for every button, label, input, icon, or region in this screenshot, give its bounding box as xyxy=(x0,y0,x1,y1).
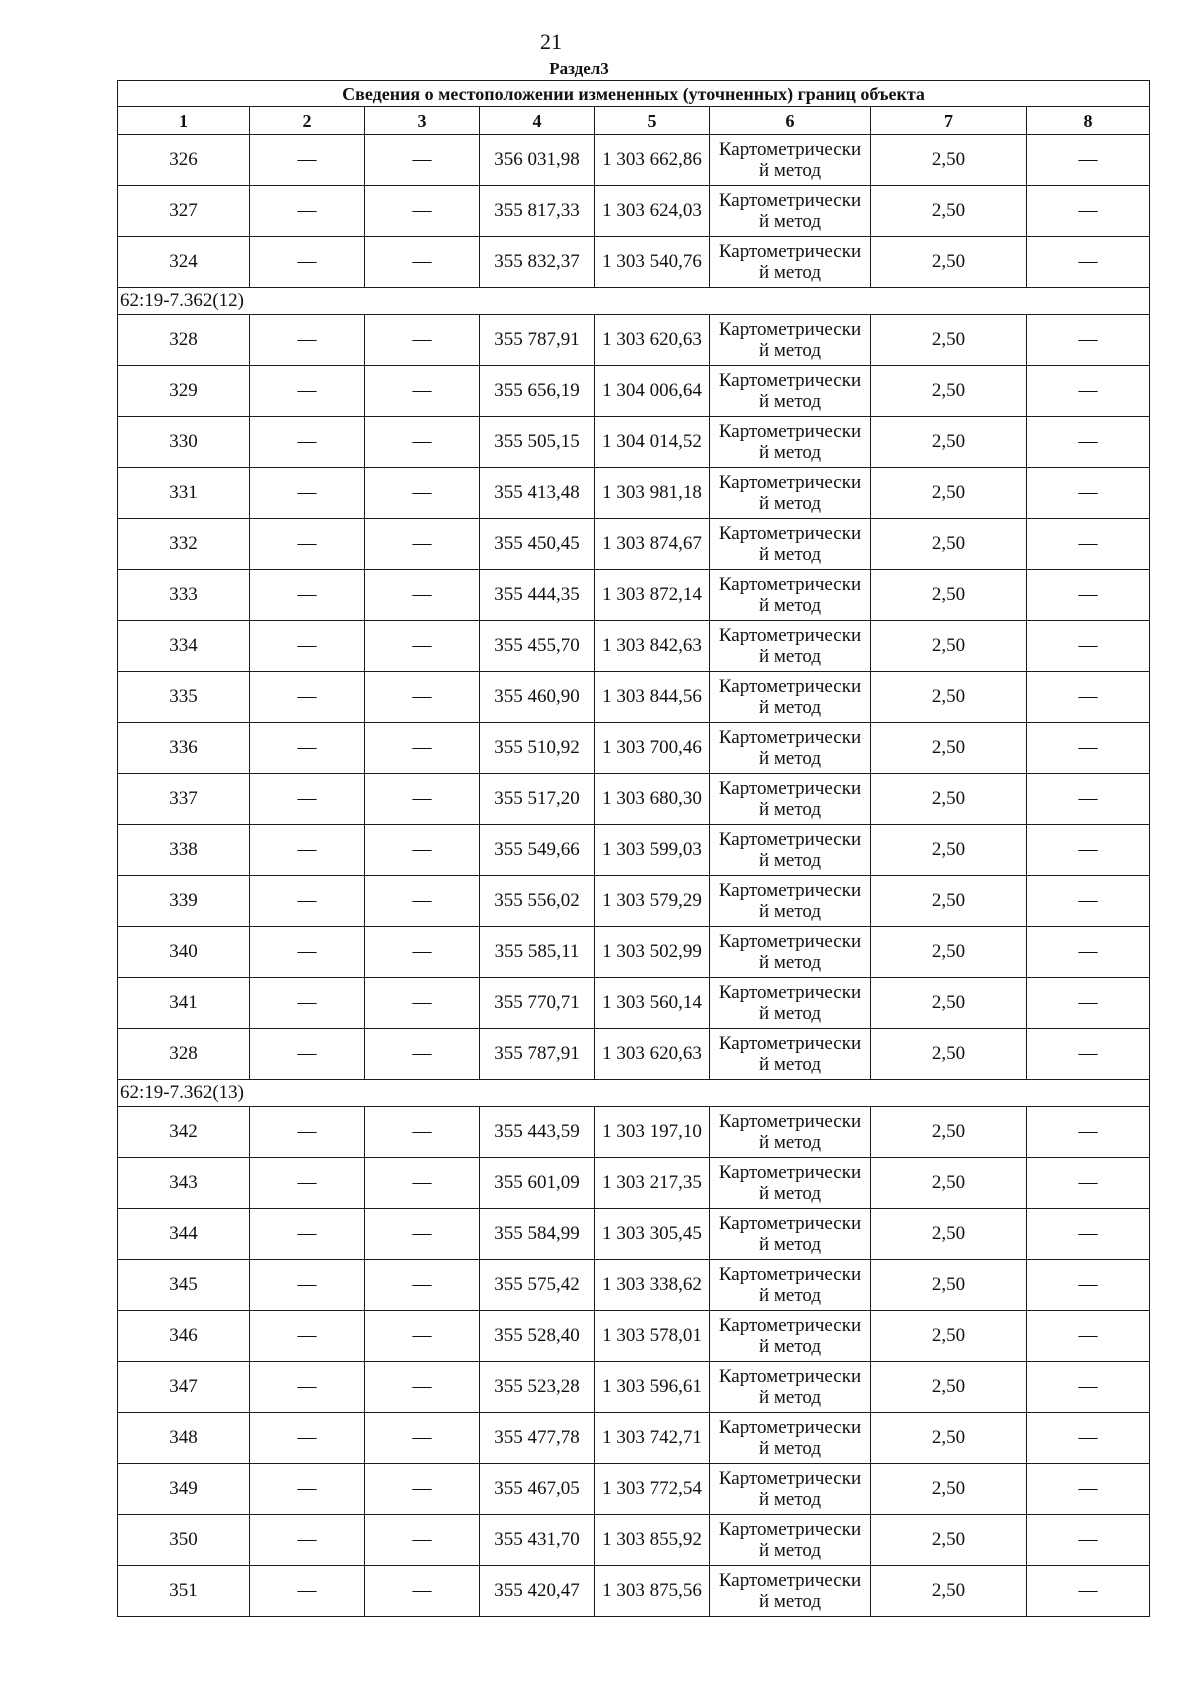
cell-x-coordinate: 355 575,42 xyxy=(480,1260,595,1311)
cell-y-coordinate: 1 303 305,45 xyxy=(595,1209,710,1260)
cell-y-coordinate: 1 303 502,99 xyxy=(595,927,710,978)
cell-empty: — xyxy=(1027,237,1150,288)
section-label: 62:19-7.362(12) xyxy=(118,288,1150,315)
cell-empty: — xyxy=(365,876,480,927)
cell-y-coordinate: 1 304 006,64 xyxy=(595,366,710,417)
cell-empty: — xyxy=(1027,570,1150,621)
cell-method: Картометрически й метод xyxy=(710,1260,871,1311)
cell-y-coordinate: 1 303 620,63 xyxy=(595,1029,710,1080)
column-header-5: 5 xyxy=(595,107,710,135)
cell-empty: — xyxy=(365,1566,480,1617)
cell-x-coordinate: 355 460,90 xyxy=(480,672,595,723)
cell-method: Картометрически й метод xyxy=(710,1515,871,1566)
cell-precision: 2,50 xyxy=(871,927,1027,978)
cell-precision: 2,50 xyxy=(871,1029,1027,1080)
cell-precision: 2,50 xyxy=(871,1260,1027,1311)
cell-precision: 2,50 xyxy=(871,186,1027,237)
cell-x-coordinate: 355 431,70 xyxy=(480,1515,595,1566)
cell-empty: — xyxy=(365,1107,480,1158)
cell-precision: 2,50 xyxy=(871,570,1027,621)
cell-empty: — xyxy=(250,315,365,366)
cell-empty: — xyxy=(365,1029,480,1080)
cell-empty: — xyxy=(250,723,365,774)
cell-point-number: 338 xyxy=(118,825,250,876)
cell-x-coordinate: 355 817,33 xyxy=(480,186,595,237)
cell-method: Картометрически й метод xyxy=(710,672,871,723)
cell-empty: — xyxy=(1027,927,1150,978)
cell-empty: — xyxy=(365,1515,480,1566)
table-row xyxy=(118,417,1150,468)
table-row xyxy=(118,366,1150,417)
cell-precision: 2,50 xyxy=(871,519,1027,570)
cell-y-coordinate: 1 303 596,61 xyxy=(595,1362,710,1413)
cell-point-number: 345 xyxy=(118,1260,250,1311)
cell-point-number: 333 xyxy=(118,570,250,621)
cell-empty: — xyxy=(1027,1158,1150,1209)
cell-point-number: 336 xyxy=(118,723,250,774)
table-row xyxy=(118,1464,1150,1515)
cell-x-coordinate: 355 787,91 xyxy=(480,315,595,366)
table-title-row xyxy=(118,81,1150,107)
cell-empty: — xyxy=(250,1209,365,1260)
cell-empty: — xyxy=(1027,1515,1150,1566)
cell-method: Картометрически й метод xyxy=(710,621,871,672)
cell-point-number: 349 xyxy=(118,1464,250,1515)
cell-method: Картометрически й метод xyxy=(710,927,871,978)
table-row xyxy=(118,978,1150,1029)
cell-empty: — xyxy=(250,927,365,978)
cell-x-coordinate: 355 832,37 xyxy=(480,237,595,288)
cell-empty: — xyxy=(250,1464,365,1515)
cell-empty: — xyxy=(250,366,365,417)
cell-x-coordinate: 355 455,70 xyxy=(480,621,595,672)
cell-empty: — xyxy=(250,1107,365,1158)
cell-empty: — xyxy=(1027,774,1150,825)
cell-method: Картометрически й метод xyxy=(710,186,871,237)
cell-empty: — xyxy=(1027,1107,1150,1158)
cell-empty: — xyxy=(250,876,365,927)
cell-y-coordinate: 1 303 875,56 xyxy=(595,1566,710,1617)
cell-y-coordinate: 1 303 217,35 xyxy=(595,1158,710,1209)
cell-point-number: 324 xyxy=(118,237,250,288)
cell-x-coordinate: 355 444,35 xyxy=(480,570,595,621)
cell-empty: — xyxy=(365,417,480,468)
cell-empty: — xyxy=(250,621,365,672)
cell-method: Картометрически й метод xyxy=(710,1107,871,1158)
column-header-1: 1 xyxy=(118,107,250,135)
page-number: 21 xyxy=(540,29,562,54)
section-row xyxy=(118,288,1150,315)
cell-method: Картометрически й метод xyxy=(710,978,871,1029)
cell-empty: — xyxy=(365,672,480,723)
cell-point-number: 329 xyxy=(118,366,250,417)
cell-point-number: 350 xyxy=(118,1515,250,1566)
cell-empty: — xyxy=(250,978,365,1029)
cell-precision: 2,50 xyxy=(871,1158,1027,1209)
cell-empty: — xyxy=(1027,825,1150,876)
cell-empty: — xyxy=(365,927,480,978)
table-row xyxy=(118,1413,1150,1464)
table-row xyxy=(118,315,1150,366)
column-header-4: 4 xyxy=(480,107,595,135)
cell-point-number: 346 xyxy=(118,1311,250,1362)
cell-empty: — xyxy=(1027,1362,1150,1413)
cell-empty: — xyxy=(1027,723,1150,774)
column-header-8: 8 xyxy=(1027,107,1150,135)
table-row xyxy=(118,1029,1150,1080)
cell-empty: — xyxy=(1027,1029,1150,1080)
cell-y-coordinate: 1 303 578,01 xyxy=(595,1311,710,1362)
cell-empty: — xyxy=(250,1413,365,1464)
cell-empty: — xyxy=(365,774,480,825)
cell-empty: — xyxy=(365,1158,480,1209)
cell-empty: — xyxy=(250,1515,365,1566)
cell-y-coordinate: 1 303 872,14 xyxy=(595,570,710,621)
cell-point-number: 332 xyxy=(118,519,250,570)
cell-empty: — xyxy=(365,1413,480,1464)
cell-empty: — xyxy=(250,672,365,723)
table-body xyxy=(118,135,1150,1617)
table-row xyxy=(118,135,1150,186)
cell-empty: — xyxy=(250,519,365,570)
cell-y-coordinate: 1 303 540,76 xyxy=(595,237,710,288)
cell-empty: — xyxy=(365,135,480,186)
cell-empty: — xyxy=(1027,519,1150,570)
table-row xyxy=(118,1107,1150,1158)
table-row xyxy=(118,1566,1150,1617)
cell-y-coordinate: 1 303 560,14 xyxy=(595,978,710,1029)
cell-precision: 2,50 xyxy=(871,1413,1027,1464)
table-row xyxy=(118,927,1150,978)
section-heading: Раздел3 xyxy=(549,59,609,78)
cell-precision: 2,50 xyxy=(871,315,1027,366)
cell-empty: — xyxy=(1027,315,1150,366)
cell-x-coordinate: 355 787,91 xyxy=(480,1029,595,1080)
cell-method: Картометрически й метод xyxy=(710,1413,871,1464)
cell-empty: — xyxy=(1027,366,1150,417)
table-row xyxy=(118,570,1150,621)
cell-method: Картометрически й метод xyxy=(710,468,871,519)
cell-precision: 2,50 xyxy=(871,366,1027,417)
cell-point-number: 347 xyxy=(118,1362,250,1413)
cell-point-number: 348 xyxy=(118,1413,250,1464)
cell-empty: — xyxy=(250,135,365,186)
cell-y-coordinate: 1 303 742,71 xyxy=(595,1413,710,1464)
cell-point-number: 334 xyxy=(118,621,250,672)
cell-method: Картометрически й метод xyxy=(710,1158,871,1209)
cell-method: Картометрически й метод xyxy=(710,237,871,288)
cell-y-coordinate: 1 303 599,03 xyxy=(595,825,710,876)
cell-empty: — xyxy=(1027,135,1150,186)
cell-x-coordinate: 355 523,28 xyxy=(480,1362,595,1413)
cell-x-coordinate: 355 556,02 xyxy=(480,876,595,927)
cell-x-coordinate: 355 601,09 xyxy=(480,1158,595,1209)
cell-method: Картометрически й метод xyxy=(710,876,871,927)
cell-point-number: 343 xyxy=(118,1158,250,1209)
cell-precision: 2,50 xyxy=(871,774,1027,825)
cell-empty: — xyxy=(250,570,365,621)
cell-empty: — xyxy=(365,621,480,672)
cell-empty: — xyxy=(365,366,480,417)
cell-empty: — xyxy=(365,468,480,519)
table-row xyxy=(118,876,1150,927)
cell-empty: — xyxy=(1027,621,1150,672)
cell-y-coordinate: 1 303 772,54 xyxy=(595,1464,710,1515)
cell-empty: — xyxy=(250,1260,365,1311)
table-row xyxy=(118,237,1150,288)
cell-precision: 2,50 xyxy=(871,237,1027,288)
cell-method: Картометрически й метод xyxy=(710,519,871,570)
cell-method: Картометрически й метод xyxy=(710,1029,871,1080)
cell-empty: — xyxy=(250,468,365,519)
cell-y-coordinate: 1 303 579,29 xyxy=(595,876,710,927)
cell-empty: — xyxy=(1027,876,1150,927)
column-header-3: 3 xyxy=(365,107,480,135)
table-row xyxy=(118,621,1150,672)
cell-y-coordinate: 1 303 197,10 xyxy=(595,1107,710,1158)
cell-empty: — xyxy=(365,1362,480,1413)
cell-empty: — xyxy=(365,1464,480,1515)
table-row xyxy=(118,1260,1150,1311)
cell-y-coordinate: 1 303 874,67 xyxy=(595,519,710,570)
cell-method: Картометрически й метод xyxy=(710,723,871,774)
cell-precision: 2,50 xyxy=(871,978,1027,1029)
section-row xyxy=(118,1080,1150,1107)
coordinates-table xyxy=(117,80,1150,1617)
cell-y-coordinate: 1 303 855,92 xyxy=(595,1515,710,1566)
cell-method: Картометрически й метод xyxy=(710,1362,871,1413)
cell-precision: 2,50 xyxy=(871,1464,1027,1515)
cell-y-coordinate: 1 303 844,56 xyxy=(595,672,710,723)
cell-empty: — xyxy=(250,1362,365,1413)
cell-empty: — xyxy=(250,1158,365,1209)
cell-empty: — xyxy=(250,774,365,825)
cell-empty: — xyxy=(250,1029,365,1080)
cell-method: Картометрически й метод xyxy=(710,1209,871,1260)
cell-precision: 2,50 xyxy=(871,417,1027,468)
cell-x-coordinate: 355 413,48 xyxy=(480,468,595,519)
table-row xyxy=(118,723,1150,774)
cell-y-coordinate: 1 303 981,18 xyxy=(595,468,710,519)
cell-method: Картометрически й метод xyxy=(710,366,871,417)
table-row xyxy=(118,468,1150,519)
table-row xyxy=(118,1515,1150,1566)
table-row xyxy=(118,825,1150,876)
cell-precision: 2,50 xyxy=(871,1515,1027,1566)
table-row xyxy=(118,519,1150,570)
cell-x-coordinate: 355 443,59 xyxy=(480,1107,595,1158)
cell-point-number: 340 xyxy=(118,927,250,978)
cell-x-coordinate: 356 031,98 xyxy=(480,135,595,186)
cell-empty: — xyxy=(365,237,480,288)
cell-empty: — xyxy=(1027,186,1150,237)
cell-y-coordinate: 1 303 624,03 xyxy=(595,186,710,237)
cell-empty: — xyxy=(1027,468,1150,519)
cell-empty: — xyxy=(365,1311,480,1362)
cell-empty: — xyxy=(1027,1209,1150,1260)
cell-empty: — xyxy=(365,1260,480,1311)
cell-empty: — xyxy=(365,570,480,621)
cell-point-number: 328 xyxy=(118,315,250,366)
cell-empty: — xyxy=(1027,1260,1150,1311)
cell-empty: — xyxy=(1027,978,1150,1029)
cell-method: Картометрически й метод xyxy=(710,135,871,186)
cell-empty: — xyxy=(250,237,365,288)
cell-x-coordinate: 355 549,66 xyxy=(480,825,595,876)
cell-x-coordinate: 355 584,99 xyxy=(480,1209,595,1260)
cell-precision: 2,50 xyxy=(871,468,1027,519)
cell-x-coordinate: 355 770,71 xyxy=(480,978,595,1029)
cell-method: Картометрически й метод xyxy=(710,315,871,366)
cell-y-coordinate: 1 304 014,52 xyxy=(595,417,710,468)
table-row xyxy=(118,1311,1150,1362)
cell-empty: — xyxy=(1027,1413,1150,1464)
table-row xyxy=(118,186,1150,237)
cell-method: Картометрически й метод xyxy=(710,1464,871,1515)
cell-empty: — xyxy=(250,186,365,237)
column-header-row xyxy=(118,107,1150,135)
cell-empty: — xyxy=(1027,672,1150,723)
cell-empty: — xyxy=(1027,1464,1150,1515)
table-row xyxy=(118,1362,1150,1413)
cell-empty: — xyxy=(365,1209,480,1260)
cell-x-coordinate: 355 477,78 xyxy=(480,1413,595,1464)
cell-y-coordinate: 1 303 680,30 xyxy=(595,774,710,825)
cell-point-number: 335 xyxy=(118,672,250,723)
cell-x-coordinate: 355 656,19 xyxy=(480,366,595,417)
cell-empty: — xyxy=(365,315,480,366)
cell-point-number: 337 xyxy=(118,774,250,825)
cell-method: Картометрически й метод xyxy=(710,570,871,621)
cell-precision: 2,50 xyxy=(871,1566,1027,1617)
cell-point-number: 339 xyxy=(118,876,250,927)
cell-precision: 2,50 xyxy=(871,1311,1027,1362)
cell-method: Картометрически й метод xyxy=(710,417,871,468)
cell-y-coordinate: 1 303 842,63 xyxy=(595,621,710,672)
cell-precision: 2,50 xyxy=(871,672,1027,723)
cell-method: Картометрически й метод xyxy=(710,1311,871,1362)
cell-x-coordinate: 355 467,05 xyxy=(480,1464,595,1515)
cell-point-number: 331 xyxy=(118,468,250,519)
cell-y-coordinate: 1 303 662,86 xyxy=(595,135,710,186)
cell-empty: — xyxy=(365,978,480,1029)
cell-empty: — xyxy=(1027,417,1150,468)
cell-y-coordinate: 1 303 700,46 xyxy=(595,723,710,774)
cell-empty: — xyxy=(365,723,480,774)
cell-point-number: 330 xyxy=(118,417,250,468)
cell-x-coordinate: 355 505,15 xyxy=(480,417,595,468)
cell-empty: — xyxy=(250,825,365,876)
cell-empty: — xyxy=(250,1311,365,1362)
cell-x-coordinate: 355 517,20 xyxy=(480,774,595,825)
cell-point-number: 341 xyxy=(118,978,250,1029)
column-header-2: 2 xyxy=(250,107,365,135)
cell-point-number: 342 xyxy=(118,1107,250,1158)
cell-method: Картометрически й метод xyxy=(710,825,871,876)
cell-method: Картометрически й метод xyxy=(710,774,871,825)
cell-point-number: 328 xyxy=(118,1029,250,1080)
cell-x-coordinate: 355 450,45 xyxy=(480,519,595,570)
section-label: 62:19-7.362(13) xyxy=(118,1080,1150,1107)
cell-precision: 2,50 xyxy=(871,135,1027,186)
cell-x-coordinate: 355 420,47 xyxy=(480,1566,595,1617)
cell-point-number: 351 xyxy=(118,1566,250,1617)
cell-empty: — xyxy=(250,1566,365,1617)
cell-empty: — xyxy=(365,519,480,570)
column-header-7: 7 xyxy=(871,107,1027,135)
cell-precision: 2,50 xyxy=(871,723,1027,774)
cell-x-coordinate: 355 585,11 xyxy=(480,927,595,978)
cell-empty: — xyxy=(365,825,480,876)
cell-method: Картометрически й метод xyxy=(710,1566,871,1617)
table-row xyxy=(118,1158,1150,1209)
cell-precision: 2,50 xyxy=(871,1362,1027,1413)
cell-empty: — xyxy=(250,417,365,468)
cell-empty: — xyxy=(1027,1311,1150,1362)
table-row xyxy=(118,1209,1150,1260)
cell-x-coordinate: 355 528,40 xyxy=(480,1311,595,1362)
cell-point-number: 326 xyxy=(118,135,250,186)
cell-precision: 2,50 xyxy=(871,621,1027,672)
table-title: Сведения о местоположении измененных (уточненных) границ объекта xyxy=(118,81,1150,107)
cell-precision: 2,50 xyxy=(871,825,1027,876)
cell-y-coordinate: 1 303 620,63 xyxy=(595,315,710,366)
cell-precision: 2,50 xyxy=(871,1107,1027,1158)
cell-precision: 2,50 xyxy=(871,1209,1027,1260)
cell-point-number: 327 xyxy=(118,186,250,237)
column-header-6: 6 xyxy=(710,107,871,135)
cell-empty: — xyxy=(365,186,480,237)
cell-y-coordinate: 1 303 338,62 xyxy=(595,1260,710,1311)
table-row xyxy=(118,672,1150,723)
cell-precision: 2,50 xyxy=(871,876,1027,927)
cell-x-coordinate: 355 510,92 xyxy=(480,723,595,774)
cell-empty: — xyxy=(1027,1566,1150,1617)
table-row xyxy=(118,774,1150,825)
cell-point-number: 344 xyxy=(118,1209,250,1260)
